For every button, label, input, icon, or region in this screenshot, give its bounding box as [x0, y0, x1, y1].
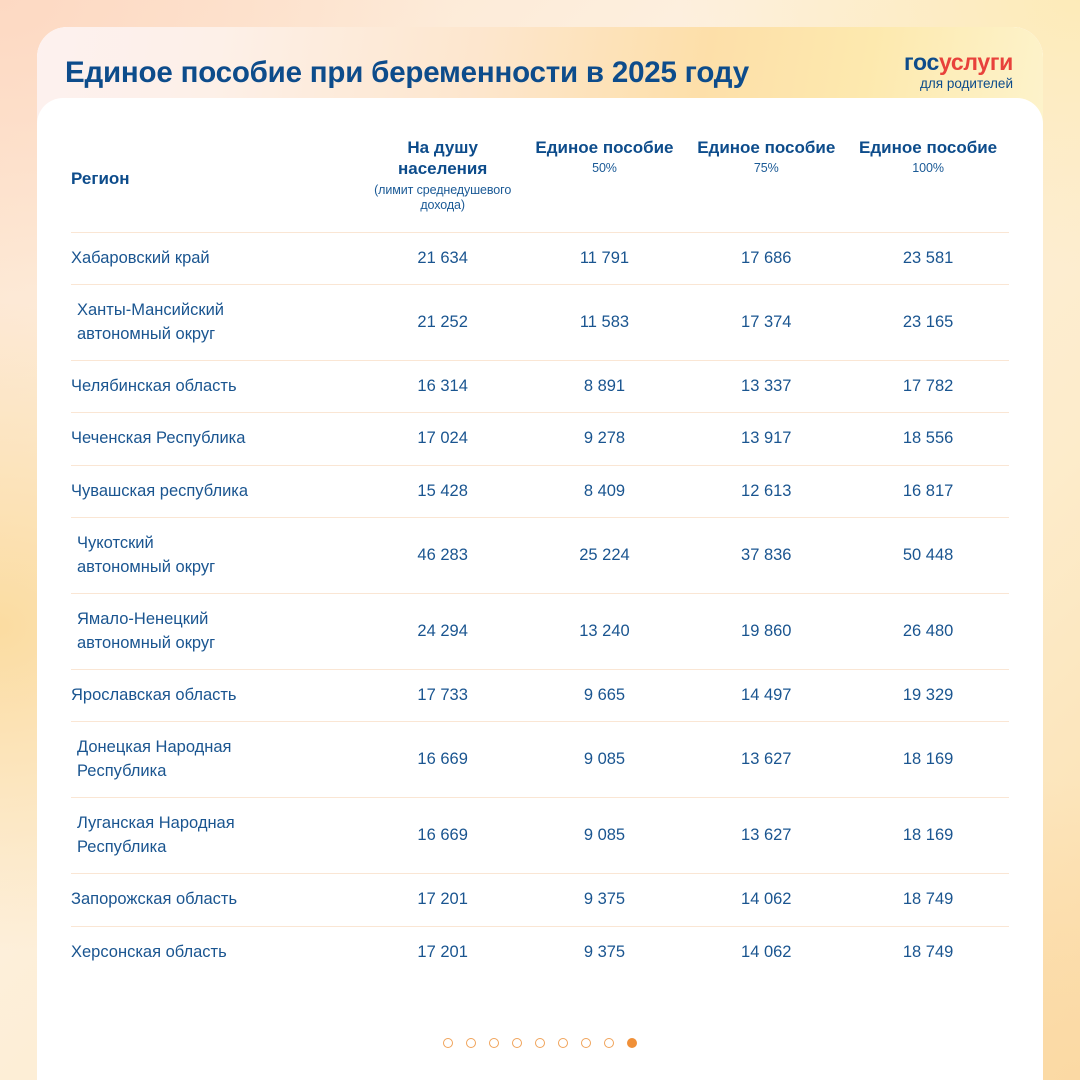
cell-per-capita: 17 733 — [362, 669, 524, 721]
page-title: Единое пособие при беременности в 2025 году — [65, 56, 749, 89]
cell-benefit-75: 14 062 — [685, 926, 847, 978]
cell-per-capita: 17 201 — [362, 874, 524, 926]
table-row — [71, 669, 1009, 721]
pagination-dot[interactable] — [604, 1038, 614, 1048]
cell-region: Запорожская область — [71, 874, 362, 926]
cell-region: Чукотский автономный округ — [71, 518, 362, 594]
cell-benefit-75: 13 337 — [685, 361, 847, 413]
cell-benefit-100: 26 480 — [847, 594, 1009, 670]
column-header-benefit-75-sub: 75% — [753, 161, 779, 176]
cell-region: Ямало-Ненецкий автономный округ — [71, 594, 362, 670]
benefits-table — [71, 123, 1009, 978]
pagination-dot[interactable] — [558, 1038, 568, 1048]
cell-benefit-75: 13 917 — [685, 413, 847, 465]
cell-benefit-50: 8 409 — [524, 465, 686, 517]
cell-per-capita: 17 201 — [362, 926, 524, 978]
table-body — [71, 232, 1009, 978]
table-row — [71, 361, 1009, 413]
cell-region: Донецкая Народная Республика — [71, 722, 362, 798]
cell-benefit-50: 25 224 — [524, 518, 686, 594]
benefits-table-container — [37, 123, 1043, 978]
cell-benefit-50: 9 085 — [524, 722, 686, 798]
carousel-pagination[interactable] — [37, 1038, 1043, 1048]
column-header-benefit-50 — [524, 123, 686, 232]
cell-region: Херсонская область — [71, 926, 362, 978]
cell-benefit-100: 18 169 — [847, 722, 1009, 798]
column-header-region — [71, 123, 362, 232]
cell-benefit-75: 14 062 — [685, 874, 847, 926]
table-row — [71, 594, 1009, 670]
table-row — [71, 926, 1009, 978]
column-header-per-capita-sub: (лимит среднедушевого дохода) — [374, 182, 512, 213]
cell-benefit-100: 23 165 — [847, 285, 1009, 361]
cell-benefit-100: 23 581 — [847, 232, 1009, 284]
table-row — [71, 285, 1009, 361]
column-header-per-capita-label: На душу населения — [398, 138, 488, 179]
pagination-dot[interactable] — [466, 1038, 476, 1048]
pagination-dot[interactable] — [489, 1038, 499, 1048]
cell-benefit-100: 50 448 — [847, 518, 1009, 594]
cell-per-capita: 15 428 — [362, 465, 524, 517]
column-header-benefit-100-label: Единое пособие — [859, 138, 998, 157]
column-header-benefit-100 — [847, 123, 1009, 232]
pagination-dot[interactable] — [581, 1038, 591, 1048]
cell-benefit-100: 18 169 — [847, 798, 1009, 874]
cell-benefit-50: 9 665 — [524, 669, 686, 721]
cell-per-capita: 24 294 — [362, 594, 524, 670]
cell-benefit-100: 18 749 — [847, 874, 1009, 926]
cell-benefit-50: 8 891 — [524, 361, 686, 413]
cell-benefit-50: 13 240 — [524, 594, 686, 670]
pagination-dot[interactable] — [512, 1038, 522, 1048]
cell-per-capita: 16 669 — [362, 798, 524, 874]
cell-region: Челябинская область — [71, 361, 362, 413]
pagination-dot[interactable] — [443, 1038, 453, 1048]
table-row — [71, 518, 1009, 594]
cell-benefit-50: 9 375 — [524, 874, 686, 926]
table-row — [71, 465, 1009, 517]
cell-per-capita: 21 252 — [362, 285, 524, 361]
cell-benefit-75: 13 627 — [685, 798, 847, 874]
cell-benefit-75: 19 860 — [685, 594, 847, 670]
cell-region: Чеченская Республика — [71, 413, 362, 465]
cell-benefit-50: 9 278 — [524, 413, 686, 465]
table-header-row — [71, 123, 1009, 232]
cell-benefit-50: 11 791 — [524, 232, 686, 284]
column-header-benefit-100-sub: 100% — [912, 161, 944, 176]
logo-wordmark — [904, 50, 1013, 74]
cell-benefit-100: 19 329 — [847, 669, 1009, 721]
table-row — [71, 874, 1009, 926]
cell-benefit-100: 18 556 — [847, 413, 1009, 465]
column-header-benefit-50-sub: 50% — [592, 161, 617, 176]
cell-per-capita: 21 634 — [362, 232, 524, 284]
cell-benefit-75: 13 627 — [685, 722, 847, 798]
cell-benefit-50: 9 085 — [524, 798, 686, 874]
logo-subtitle: для родителей — [920, 75, 1013, 91]
cell-benefit-75: 17 374 — [685, 285, 847, 361]
cell-benefit-100: 18 749 — [847, 926, 1009, 978]
cell-benefit-75: 14 497 — [685, 669, 847, 721]
column-header-region-label: Регион — [71, 168, 130, 188]
cell-benefit-50: 11 583 — [524, 285, 686, 361]
table-row — [71, 722, 1009, 798]
pagination-dot[interactable] — [535, 1038, 545, 1048]
cell-per-capita: 46 283 — [362, 518, 524, 594]
column-header-benefit-75-label: Единое пособие — [697, 138, 836, 157]
gosuslugi-logo — [904, 50, 1015, 93]
cell-benefit-75: 37 836 — [685, 518, 847, 594]
cell-region: Хабаровский край — [71, 232, 362, 284]
cell-benefit-100: 17 782 — [847, 361, 1009, 413]
table-row — [71, 798, 1009, 874]
table-header — [71, 123, 1009, 232]
cell-region: Ханты-Мансийский автономный округ — [71, 285, 362, 361]
cell-per-capita: 17 024 — [362, 413, 524, 465]
pagination-dot-active[interactable] — [627, 1038, 637, 1048]
cell-region: Ярославская область — [71, 669, 362, 721]
cell-region: Чувашская республика — [71, 465, 362, 517]
table-row — [71, 232, 1009, 284]
cell-benefit-50: 9 375 — [524, 926, 686, 978]
cell-benefit-100: 16 817 — [847, 465, 1009, 517]
card-header — [37, 27, 1043, 123]
column-header-benefit-50-label: Единое пособие — [535, 138, 674, 157]
table-row — [71, 413, 1009, 465]
column-header-benefit-75 — [685, 123, 847, 232]
cell-region: Луганская Народная Республика — [71, 798, 362, 874]
cell-benefit-75: 17 686 — [685, 232, 847, 284]
content-card — [37, 27, 1043, 1080]
column-header-per-capita — [362, 123, 524, 232]
logo-gos-text: гос — [904, 48, 939, 75]
cell-benefit-75: 12 613 — [685, 465, 847, 517]
cell-per-capita: 16 669 — [362, 722, 524, 798]
logo-uslugi-text: услуги — [938, 48, 1013, 75]
cell-per-capita: 16 314 — [362, 361, 524, 413]
